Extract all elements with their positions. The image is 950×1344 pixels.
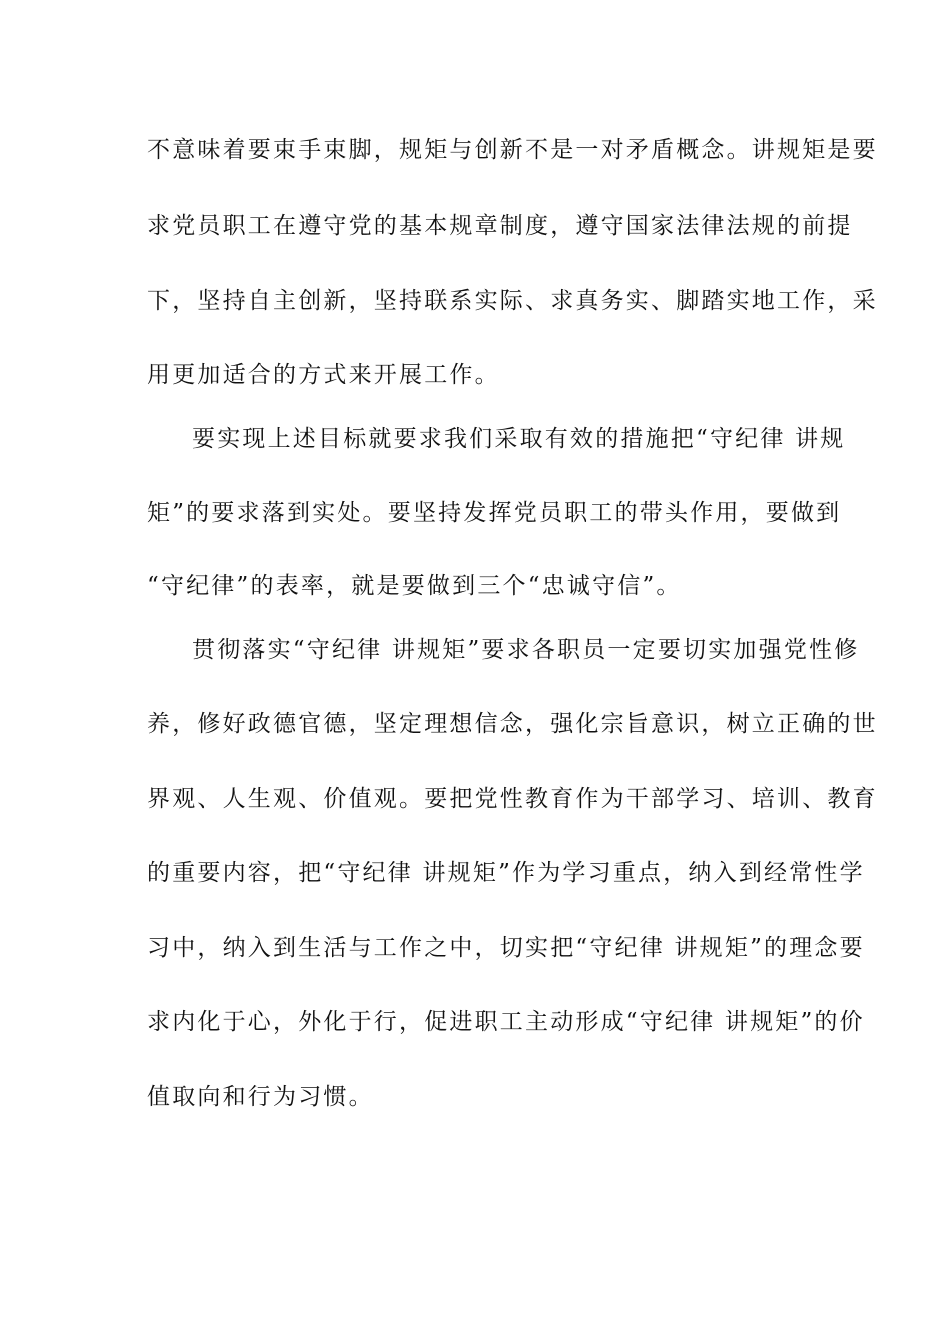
text-line: 值取向和行为习惯。 — [147, 1084, 374, 1110]
text-line: 求党员职工在遵守党的基本规章制度，遵守国家法律法规的前提 — [147, 213, 853, 239]
text-line: 的重要内容，把“守纪律 讲规矩”作为学习重点，纳入到经常性学 — [147, 860, 865, 886]
text-line: 矩”的要求落到实处。要坚持发挥党员职工的带头作用，要做到 — [147, 500, 842, 526]
text-line: 养，修好政德官德，坚定理想信念，强化宗旨意识，树立正确的世 — [147, 711, 878, 737]
text-line: “守纪律”的表率，就是要做到三个“忠诚守信”。 — [147, 573, 682, 599]
text-line: 不意味着要束手束脚，规矩与创新不是一对矛盾概念。讲规矩是要 — [147, 137, 878, 163]
text-line: 下，坚持自主创新，坚持联系实际、求真务实、脚踏实地工作，采 — [147, 288, 878, 314]
paragraph-first-line: 要实现上述目标就要求我们采取有效的措施把“守纪律 讲规 — [192, 426, 846, 452]
paragraph-first-line: 贯彻落实“守纪律 讲规矩”要求各职员一定要切实加强党性修 — [192, 637, 860, 663]
text-line: 习中，纳入到生活与工作之中，切实把“守纪律 讲规矩”的理念要 — [147, 935, 865, 961]
text-line: 求内化于心，外化于行，促进职工主动形成“守纪律 讲规矩”的价 — [147, 1009, 865, 1035]
text-line: 界观、人生观、价值观。要把党性教育作为干部学习、培训、教育 — [147, 786, 878, 812]
text-line: 用更加适合的方式来开展工作。 — [147, 362, 500, 388]
